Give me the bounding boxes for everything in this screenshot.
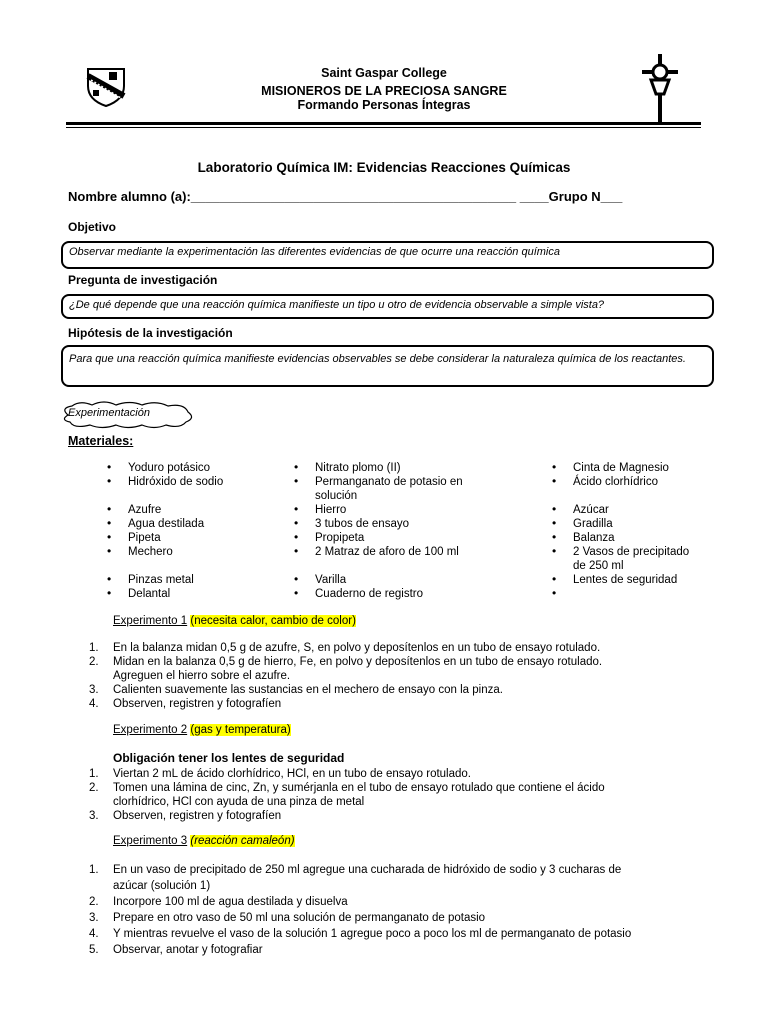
list-item (315, 559, 515, 573)
motto: Formando Personas Íntegras (297, 98, 471, 112)
list-item (128, 489, 288, 503)
list-item: • Mechero (107, 544, 173, 558)
experiment-2-heading (113, 724, 291, 736)
list-item: • Hierro (294, 502, 347, 516)
question-box (61, 294, 714, 319)
hypothesis-text: Para que una reacción química manifieste evidencias observables se debe considerar la naturaleza química de los reactantes. (69, 353, 686, 365)
list-item: • Cuaderno de registro (294, 586, 424, 600)
list-item: Agreguen el hierro sobre el azufre. (113, 670, 291, 682)
list-item: solución (315, 490, 358, 502)
list-item: • Ácido clorhídrico (552, 474, 659, 488)
list-item: clorhídrico, HCl con ayuda de una pinza de metal (113, 796, 365, 808)
hypothesis-label: Hipótesis de la investigación (68, 326, 233, 340)
experiment-2-steps (89, 767, 713, 823)
list-item: 1. En un vaso de precipitado de 250 ml agregue una cucharada de hidróxido de sodio y 3 cucharas de (89, 864, 622, 876)
objective-text: Observar mediante la experimentación las diferentes evidencias de que ocurre una reacción química (69, 246, 560, 258)
list-item (573, 489, 723, 503)
list-item: • Permanganato de potasio en (294, 474, 463, 488)
list-item: 3. Prepare en otro vaso de 50 ml una solución de permanganato de potasio (89, 912, 486, 924)
objective-box (61, 241, 714, 269)
materials-column-3: • Cinta de Magnesio • Ácido clorhídrico • Azúcar • Gradilla • Balanza • 2 Vasos de precipitado de 250 ml • Lentes de seguridad • (573, 461, 723, 587)
list-item: • 3 tubos de ensayo (294, 516, 409, 530)
list-item: 5. Observar, anotar y fotografiar (89, 944, 263, 956)
list-item: de 250 ml (573, 560, 624, 572)
list-item: 2. Incorpore 100 ml de agua destilada y disuelva (89, 896, 348, 908)
list-item: azúcar (solución 1) (113, 880, 211, 892)
list-item: 2. Tomen una lámina de cinc, Zn, y sumérjanla en el tubo de ensayo rotulado que contiene el ácido (89, 782, 605, 794)
objective-label: Objetivo (68, 220, 117, 234)
list-item: 4. Observen, registren y fotografíen (89, 698, 282, 710)
experiment-1-note: (necesita calor, cambio de color) (190, 615, 356, 627)
list-item: • Gradilla (552, 516, 613, 530)
materials-column-1 (107, 460, 288, 601)
list-item: • Yoduro potásico (107, 460, 211, 474)
list-item: • Hidróxido de sodio (107, 474, 224, 488)
list-item: • Azufre (107, 502, 162, 516)
experiment-1-title: Experimento 1 (113, 615, 188, 627)
list-item: • Nitrato plomo (II) (294, 460, 401, 474)
list-item: • Varilla (294, 572, 347, 586)
list-item: 4. Y mientras revuelve el vaso de la solución 1 agregue poco a poco los ml de permanganato de potasio (89, 928, 632, 940)
list-item: 1. Viertan 2 mL de ácido clorhídrico, HCl, en un tubo de ensayo rotulado. (89, 768, 471, 780)
list-item: 2. Midan en la balanza 0,5 g de hierro, Fe, en polvo y deposítenlos en un tubo de ensayo rotulado. (89, 656, 603, 668)
list-item: • Delantal (107, 586, 171, 600)
experiment-1-steps (89, 641, 713, 711)
list-item: 1. En la balanza midan 0,5 g de azufre, S, en polvo y deposítenlos en un tubo de ensayo rotulado. (89, 642, 601, 654)
materials-label: Materiales: (68, 434, 134, 448)
list-item: • 2 Vasos de precipitado (552, 544, 690, 558)
header-divider (66, 122, 701, 125)
list-item: • Agua destilada (107, 516, 205, 530)
list-item: 3. Observen, registren y fotografíen (89, 810, 282, 822)
list-item: • Azúcar (552, 502, 609, 516)
hypothesis-box (61, 345, 714, 387)
experiment-3-note: (reacción camaleón) (190, 835, 295, 847)
list-item: • Propipeta (294, 530, 365, 544)
question-text: ¿De qué depende que una reacción química manifieste un tipo u otro de evidencia observable a simple vista? (69, 299, 605, 311)
question-label: Pregunta de investigación (68, 273, 218, 287)
list-item: • 2 Matraz de aforo de 100 ml (294, 544, 459, 558)
safety-warning: Obligación tener los lentes de seguridad (113, 751, 345, 765)
student-name-line: Nombre alumno (a):_____________________________________________ ____Grupo N___ (68, 189, 623, 204)
list-item: • Lentes de seguridad (552, 572, 678, 586)
experiment-3-steps (89, 862, 723, 958)
list-item: • Cinta de Magnesio (552, 460, 669, 474)
experimentation-label: Experimentación (68, 407, 150, 419)
materials-column-2 (294, 460, 515, 601)
school-name: Saint Gaspar College (321, 66, 447, 80)
header-divider-thin (66, 127, 701, 128)
list-item: 3. Calienten suavemente las sustancias en el mechero de ensayo con la pinza. (89, 684, 503, 696)
list-item: • Pinzas metal (107, 572, 194, 586)
order-name: MISIONEROS DE LA PRECIOSA SANGRE (261, 84, 507, 98)
experiment-1-heading (113, 615, 356, 627)
document-title: Laboratorio Química IM: Evidencias Reacciones Químicas (197, 160, 571, 175)
experiment-3-title: Experimento 3 (113, 835, 188, 847)
experiment-2-title: Experimento 2 (113, 724, 188, 736)
list-item (128, 559, 288, 573)
list-item: • Pipeta (107, 530, 161, 544)
experiment-2-note: (gas y temperatura) (190, 724, 291, 736)
experiment-3-heading (113, 835, 295, 847)
list-item: • Balanza (552, 530, 615, 544)
